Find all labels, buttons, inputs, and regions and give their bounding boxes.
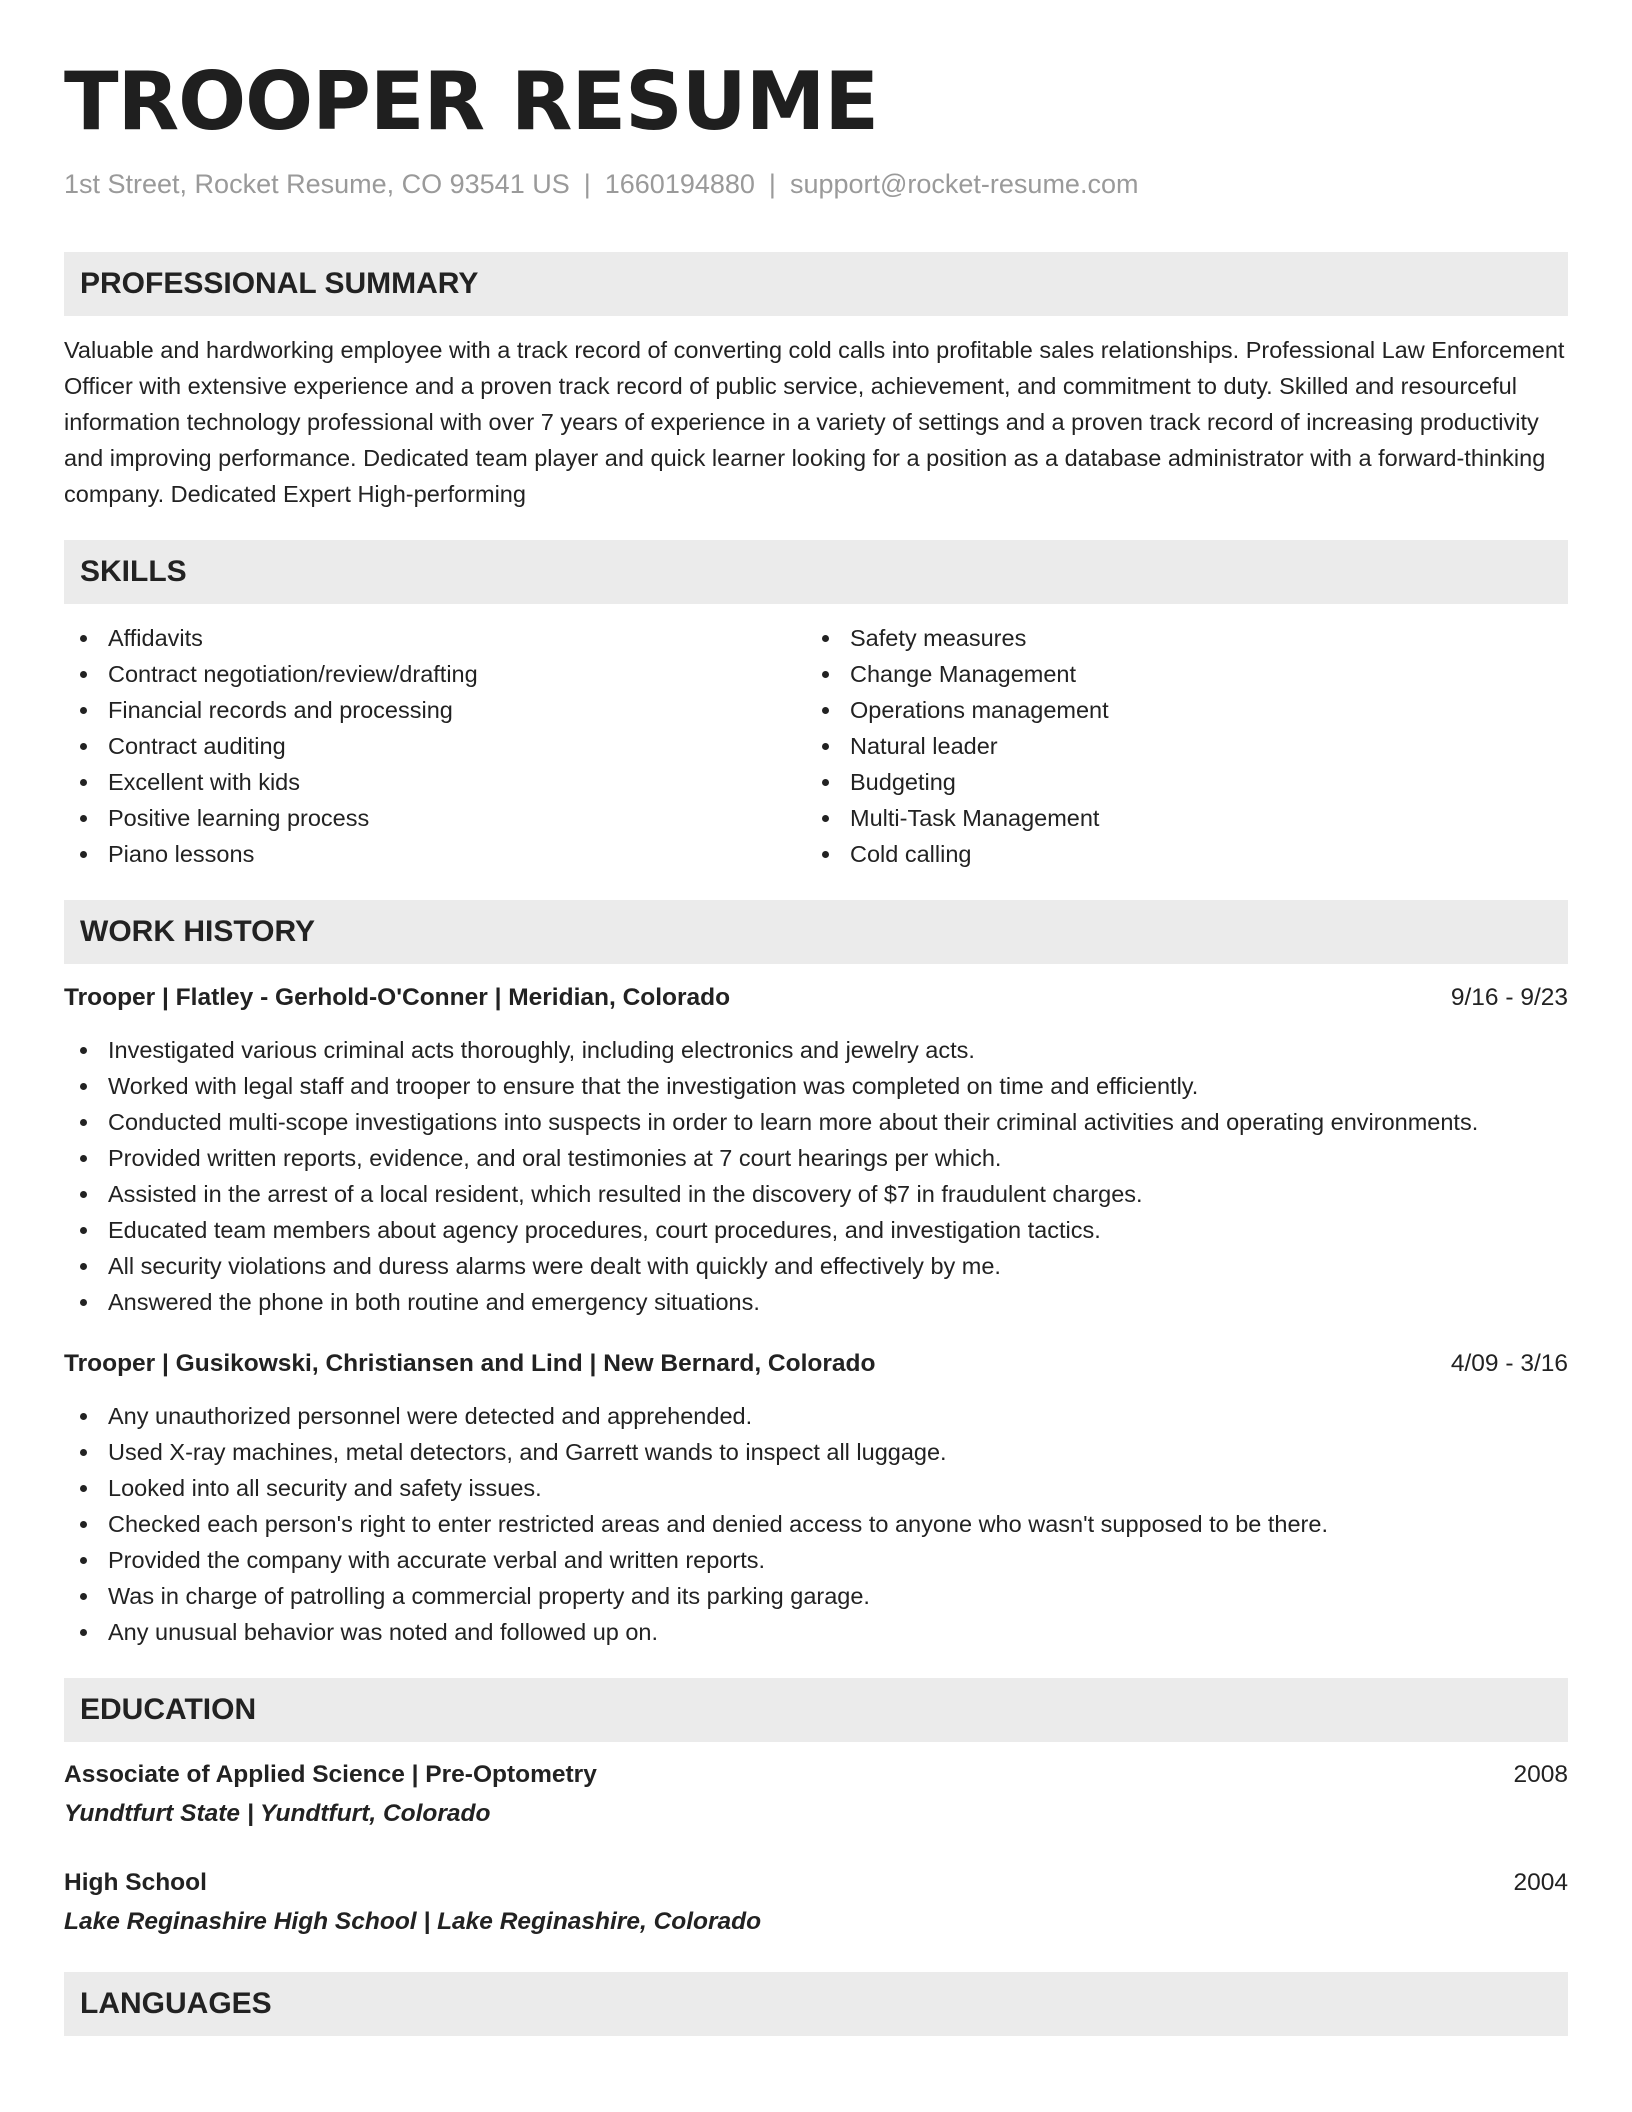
job-duty: Any unauthorized personnel were detected and apprehended. xyxy=(64,1398,1568,1434)
job-duty: Answered the phone in both routine and emergency situations. xyxy=(64,1284,1568,1320)
job-title: Trooper | Gusikowski, Christiansen and Lind | New Bernard, Colorado xyxy=(64,1350,876,1377)
contact-separator: | xyxy=(583,169,591,199)
skills-column-left xyxy=(64,620,806,872)
skills-column-right xyxy=(806,620,1548,872)
job-header xyxy=(64,1346,1568,1382)
skill-item: Change Management xyxy=(806,656,1548,692)
job-duties xyxy=(64,1398,1568,1650)
summary-text: Valuable and hardworking employee with a track record of converting cold calls into profitable sales relationships. Professional Law Enforcement Officer with extensive experience and a proven track record of public service, achievement, and commitment to duty. Skilled and resourceful information technology professional with over 7 years of experience in a variety of settings and a proven track record of increasing productivity and improving performance. Dedicated team player and quick learner looking for a position as a database administrator with a forward-thinking company. Dedicated Expert High-performing xyxy=(64,337,1565,507)
candidate-name: TROOPER RESUME xyxy=(64,55,879,148)
skill-item: Positive learning process xyxy=(64,800,806,836)
education-year: 2008 xyxy=(1513,1761,1568,1788)
languages-heading: LANGUAGES xyxy=(64,1972,1568,2036)
skill-item: Contract auditing xyxy=(64,728,806,764)
contact-separator: | xyxy=(768,169,776,199)
job-duty: Looked into all security and safety issues. xyxy=(64,1470,1568,1506)
contact-line xyxy=(64,164,1568,204)
education-degree: Associate of Applied Science | Pre-Optometry xyxy=(64,1761,597,1788)
skill-item: Budgeting xyxy=(806,764,1548,800)
contact-address: 1st Street, Rocket Resume, CO 93541 US xyxy=(64,169,570,199)
job-title: Trooper | Flatley - Gerhold-O'Conner | Meridian, Colorado xyxy=(64,984,731,1011)
education-school: Lake Reginashire High School | Lake Reginashire, Colorado xyxy=(64,1908,762,1935)
education-heading: EDUCATION xyxy=(64,1678,1568,1742)
job-entry xyxy=(64,1346,1568,1650)
summary-heading: PROFESSIONAL SUMMARY xyxy=(64,252,1568,316)
job-duty: Investigated various criminal acts thoroughly, including electronics and jewelry acts. xyxy=(64,1032,1568,1068)
education-year: 2004 xyxy=(1513,1869,1568,1896)
job-dates: 4/09 - 3/16 xyxy=(1450,1350,1568,1377)
skills-heading: SKILLS xyxy=(64,540,1568,604)
job-header xyxy=(64,980,1568,1016)
education-header xyxy=(64,1864,1568,1902)
skill-item: Safety measures xyxy=(806,620,1548,656)
job-duty: Provided written reports, evidence, and oral testimonies at 7 court hearings per which. xyxy=(64,1140,1568,1176)
skill-item: Natural leader xyxy=(806,728,1548,764)
resume-page xyxy=(64,52,1568,2036)
job-entry xyxy=(64,980,1568,1320)
job-duty: Was in charge of patrolling a commercial property and its parking garage. xyxy=(64,1578,1568,1614)
job-duties xyxy=(64,1032,1568,1320)
education-degree: High School xyxy=(64,1869,207,1896)
job-duty: Assisted in the arrest of a local resident, which resulted in the discovery of $7 in fraudulent charges. xyxy=(64,1176,1568,1212)
education-school: Yundtfurt State | Yundtfurt, Colorado xyxy=(64,1800,491,1827)
education-entry xyxy=(64,1756,1568,1834)
education-header xyxy=(64,1756,1568,1794)
job-dates: 9/16 - 9/23 xyxy=(1450,984,1568,1011)
job-duty: Any unusual behavior was noted and followed up on. xyxy=(64,1614,1568,1650)
job-duty: Educated team members about agency procedures, court procedures, and investigation tactics. xyxy=(64,1212,1568,1248)
job-duty: Used X-ray machines, metal detectors, and Garrett wands to inspect all luggage. xyxy=(64,1434,1568,1470)
skill-item: Operations management xyxy=(806,692,1548,728)
job-duty: Conducted multi-scope investigations into suspects in order to learn more about their criminal activities and operating environments. xyxy=(64,1104,1568,1140)
contact-email: support@rocket-resume.com xyxy=(789,169,1139,199)
skill-item: Financial records and processing xyxy=(64,692,806,728)
skill-item: Cold calling xyxy=(806,836,1548,872)
job-duty: Provided the company with accurate verbal and written reports. xyxy=(64,1542,1568,1578)
skill-item: Multi-Task Management xyxy=(806,800,1548,836)
contact-phone: 1660194880 xyxy=(604,169,755,199)
skills-list xyxy=(64,620,1568,872)
skill-item: Excellent with kids xyxy=(64,764,806,800)
education-entry xyxy=(64,1864,1568,1942)
skill-item: Affidavits xyxy=(64,620,806,656)
skill-item: Piano lessons xyxy=(64,836,806,872)
skill-item: Contract negotiation/review/drafting xyxy=(64,656,806,692)
work-history-heading: WORK HISTORY xyxy=(64,900,1568,964)
job-duty: Checked each person's right to enter restricted areas and denied access to anyone who wasn't supposed to be there. xyxy=(64,1506,1568,1542)
job-duty: All security violations and duress alarms were dealt with quickly and effectively by me. xyxy=(64,1248,1568,1284)
job-duty: Worked with legal staff and trooper to ensure that the investigation was completed on time and efficiently. xyxy=(64,1068,1568,1104)
